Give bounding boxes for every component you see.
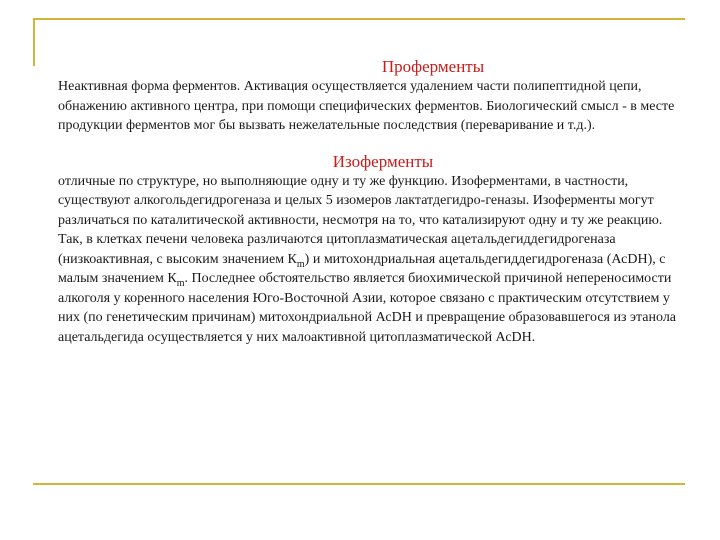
isoenzymes-heading: Изоферменты [332,151,434,171]
proenzymes-paragraph: Неактивная форма ферментов. Активация осуществляется удалением части полипептидной цепи, обнажению активного центра, при помощи специфических ферментов. Биологический смысл - в месте продукции ферментов мог бы вызвать нежелательные последствия (переваривание и т.д.). [58,79,675,133]
slide-frame-bottom-line [33,483,685,485]
isoenzymes-text-part-3: . Последнее обстоятельство является биохимической причиной непереносимости алкоголя у коренного населения Юго-Восточной Азии, которое связано с практическим отсутствием у них (по генетическим причинам) митохондриальной АсDН и превращение образовавшегося из этанола ацетальдегида осуществляется у них малоактивной цитоплазматической АсDН. [58,271,677,345]
isoenzymes-text-part-2: ) и митохондриальная ацетальдегиддегидрогеназа (АсDН), с малым значением К [58,251,666,286]
proenzymes-heading: Проферменты [381,57,485,76]
km-subscript-2: m [176,277,185,289]
isoenzymes-paragraph [58,172,688,348]
slide-frame-left-line [33,18,35,66]
slide-frame-top-line [33,18,685,20]
slide-body [58,57,688,347]
isoenzymes-text-part-1: отличные по структуре, но выполняющие одну и ту же функцию. Изоферментами, в частности, существуют алкогольдегидрогеназа и целых 5 изомеров лактатдегидро-геназы. Изоферменты могут различаться по каталитической активности, несмотря на то, что катализируют одну и ту же реакцию. Так, в клетках печени человека различаются цитоплазматическая ацетальдегиддегидрогеназа (низкоактивная, с высоким значением К [58,173,663,267]
km-subscript-1: m [296,258,305,270]
